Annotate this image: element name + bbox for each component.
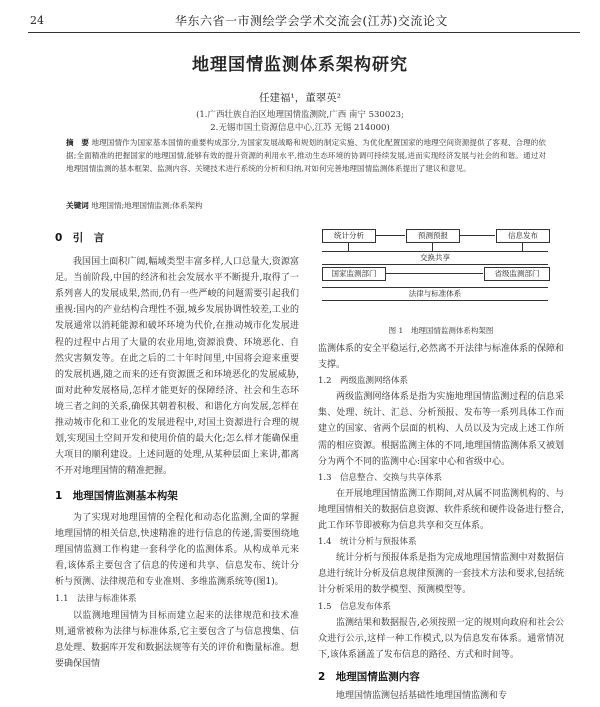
box-stats: 统计分析 <box>322 229 376 243</box>
abstract <box>66 136 546 175</box>
subsection-1-2-paragraph: 两级监测网络体系是指为实施地理国情监测过程的信息采集、处理、统计、汇总、分析预报、发布等一系列具体工作而建立的国家、省两个层面的机构、人员以及为完成上述工作所需的相应资源。根据监测主体的不同,地理国情监测体系又被划分为两个不同的监测中心:国家中心和省级中心。 <box>318 392 564 467</box>
continued-paragraph: 监测体系的安全平稳运行,必然离不开法律与标准体系的保障和支撑。 <box>318 344 564 371</box>
connector-forecast <box>432 243 433 251</box>
connector-publish <box>522 243 523 251</box>
connector-stats <box>348 243 349 251</box>
authors: 任建福¹，董翠英² <box>259 92 341 104</box>
keywords-label: 关键词 <box>66 201 89 210</box>
left-column <box>55 230 299 672</box>
subsection-1-2-heading: 1.2 两级监测网络体系 <box>318 376 409 387</box>
section-2-heading: 2 地理国情监测内容 <box>318 670 420 683</box>
section-2-paragraph: 地理国情监测包括基础性地理国情监测和专 <box>336 690 508 701</box>
box-exchange: 交换共享 <box>322 251 548 265</box>
subsection-1-1-paragraph: 以监测地理国情为目标而建立起来的法律规范和技术准则,通常被称为法律与标准体系,它主要包含了与信息搜集、信息处理、数据库开发和数据法规等有关的评价和衡量标准。想要确保国情 <box>55 611 299 670</box>
abstract-text: 地理国情作为国家基本国情的重要构成部分,为国家发展战略和规划的制定实施、为优化配置国家的地理空间资源提供了客观、合理的依据;全面精准的把握国家的地理国情,能够有效的提升资源的利用水平,推动生态环境的协调可持续发展,进而实现经济发展与社会的和谐。通过对地理国情监测的基本框架、监测内容、关键技术进行系统的分析和归纳,对如何完善地理国情监测体系提出了建议和意见。 <box>66 138 546 173</box>
subsection-1-3-paragraph: 在开展地理国情监测工作期间,对从属不同监测机构的、与地理国情相关的数据信息资源、软件系统和硬件设备进行整合,此工作环节即被称为信息共享和交互体系。 <box>318 488 564 532</box>
subsection-1-1-heading: 1.1 法律与标准体系 <box>55 593 137 604</box>
box-forecast: 预测预报 <box>406 229 460 243</box>
section-1-paragraph: 为了实现对地理国情的全程化和动态化监测,全面的掌握地理国情的相关信息,快速精准的进行信息的传递,需要围绕地理国情监测工作构建一套科学化的监测体系。从构成单元来看,该体系主要包含了信息的传递和共享、信息发布、统计分析与预测、法律规范和专业准则、多维监测系统等(图1)。 <box>55 512 299 587</box>
page-number: 24 <box>30 14 44 27</box>
arrow-forecast-publish <box>459 235 495 236</box>
section-1-heading: 1 地理国情监测基本构架 <box>55 490 178 503</box>
paper-title: 地理国情监测体系架构研究 <box>192 55 408 75</box>
box-provincial: 省级监测部门 <box>484 267 550 281</box>
box-publish: 信息发布 <box>496 229 550 243</box>
arrow-stats-forecast <box>375 235 405 236</box>
arrow-national-provincial <box>385 273 483 274</box>
figure-1 <box>318 227 564 319</box>
subsection-1-5-heading: 1.5 信息发布体系 <box>318 601 392 612</box>
affiliation-2: 2.无锡市国土资源信息中心,江苏 无锡 214000) <box>210 123 390 133</box>
abstract-label: 摘 要 <box>66 138 89 147</box>
section-0-heading: 0 引 言 <box>55 232 105 244</box>
keywords <box>66 200 546 211</box>
affiliation-1: (1.广西壮族自治区地理国情监测院,广西 南宁 530023; <box>196 110 404 120</box>
subsection-1-5-paragraph: 监测结果和数据报告,必须按照一定的规则向政府和社会公众进行公示,这样一种工作模式,以为信息发布体系。通常情况下,该体系涵盖了发布信息的路径、方式和时间等。 <box>318 617 564 660</box>
keywords-text: 地理国情;地理国情监测;体系架构 <box>91 201 203 210</box>
box-law: 法律与标准体系 <box>322 287 548 301</box>
journal-title: 华东六省一市测绘学会学术交流会(江苏)交流论文 <box>175 14 448 28</box>
subsection-1-4-heading: 1.4 统计分析与预报体系 <box>318 537 417 548</box>
right-column <box>318 341 564 704</box>
subsection-1-4-paragraph: 统计分析与预报体系是指为完成地理国情监测中对数据信息进行统计分析及信息规律预测的一套技术方法和要求,包括统计分析采用的数学模型、预测模型等。 <box>318 553 564 596</box>
box-national: 国家监测部门 <box>322 267 386 281</box>
subsection-1-3-heading: 1.3 信息整合、交换与共享体系 <box>318 472 443 483</box>
figure-1-caption: 图 1 地理国情监测体系构架图 <box>388 326 494 335</box>
header-rule <box>28 32 580 33</box>
intro-paragraph: 我国国土面积广阔,幅域类型丰富多样,人口总量大,资源富足。当前阶段,中国的经济和社会发展水平不断提升,取得了一系列喜人的发展成果,然而,仍有一些严峻的问题需要引起我们重视:国内的产业结构合理性不强,城乡发展协调性较差,工业的发展通常以消耗能源和破坏环境为代价,在推动城市化发展进程的过程中占用了大量的农业用地,资源浪费、环境恶化、自然灾害频发等。在此之后的二十年时间里,中国将会迎来重要的发展机遇,随之而来的还有资源匮乏和环境恶化的发展威胁,面对此种发展格局,怎样才能更好的保障经济、社会和生态环境三者之间的关系,确保其朝着积极、和谐化方向发展,怎样在推动城市化和工业化的发展进程中,对国土资源进行合理的规划,实现国土空间开发和使用价值的最大化;怎么样才能确保重大项目的顺利建设。上述问题的处理,从某种层面上来讲,都离不开对地理国情的精准把握。 <box>55 257 299 477</box>
